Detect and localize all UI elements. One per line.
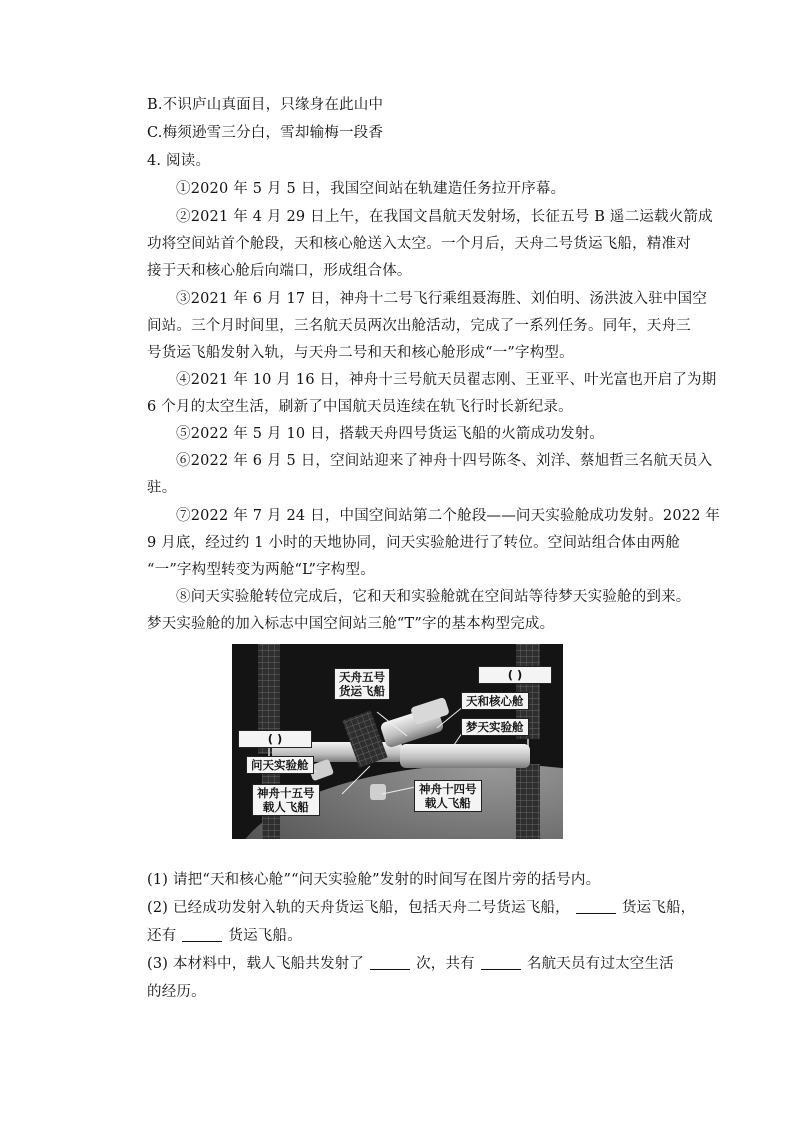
- paragraph-5: ⑤2022 年 5 月 10 日，搭载天舟四号货运飞船的火箭成功发射。: [176, 426, 605, 442]
- option-b: B.不识庐山真面目，只缘身在此山中: [147, 97, 384, 113]
- sub-question-2-text-d: 货运飞船。: [228, 928, 302, 944]
- sub-question-2-text-b: 货运飞船，: [621, 900, 696, 916]
- paragraph-3-line-2: 间站。三个月时间里，三名航天员两次出舱活动，完成了一系列任务。同年，天舟三: [147, 318, 691, 334]
- paragraph-4-line-1: ④2021 年 10 月 16 日，神舟十三号航天员翟志刚、王亚平、叶光富也开启了为期: [176, 372, 717, 388]
- paragraph-7-line-3: “一”字构型转变为两舱“L”字构型。: [147, 562, 375, 578]
- label-blank-bracket-right: ( ): [478, 666, 552, 684]
- paragraph-2-line-3: 接于天和核心舱后向端口，形成组合体。: [147, 263, 412, 279]
- sub-question-2-line-1: [147, 898, 794, 918]
- paragraph-6-line-2: 驻。: [147, 480, 177, 496]
- answer-blank-2a[interactable]: [576, 899, 616, 914]
- label-tianzhou5-line-1: 天舟五号: [339, 670, 385, 684]
- question-heading: 4. 阅读。: [147, 153, 211, 169]
- label-tianzhou5: [334, 668, 390, 700]
- sub-question-2-text-c: 还有: [147, 928, 177, 944]
- label-shenzhou15-line-2: 载人飞船: [262, 800, 309, 814]
- sub-question-2-text-a: (2) 已经成功发射入轨的天舟货运飞船，包括天舟二号货运飞船，: [147, 900, 570, 916]
- paragraph-7-line-1: ⑦2022 年 7 月 24 日，中国空间站第二个舱段——问天实验舱成功发射。2022 年: [176, 508, 721, 524]
- sub-question-3-line-2: 的经历。: [147, 984, 206, 1000]
- paragraph-8-line-1: ⑧问天实验舱转位完成后，它和天和实验舱就在空间站等待梦天实验舱的到来。: [176, 589, 691, 605]
- sub-question-3-text-c: 名航天员有过太空生活: [526, 956, 674, 972]
- paragraph-7-line-2: 9 月底，经过约 1 小时的天地协同，问天实验舱进行了转位。空间站组合体由两舱: [147, 535, 681, 551]
- paragraph-3-line-1: ③2021 年 6 月 17 日，神舟十二号飞行乘组聂海胜、刘伯明、汤洪波入驻中国空: [176, 291, 708, 307]
- label-shenzhou14: [414, 780, 482, 812]
- label-shenzhou15-line-1: 神舟十五号: [257, 786, 315, 800]
- sub-question-1: (1) 请把“天和核心舱”“问天实验舱”发射的时间写在图片旁的括号内。: [147, 872, 601, 888]
- paragraph-2-line-2: 功将空间站首个舱段，天和核心舱送入太空。一个月后，天舟二号货运飞船，精准对: [147, 236, 691, 252]
- answer-blank-3b[interactable]: [481, 955, 521, 970]
- sub-question-2-line-2: [147, 926, 794, 946]
- label-blank-bracket-left: ( ): [238, 730, 312, 748]
- label-tianhe: 天和核心舱: [461, 692, 529, 710]
- answer-blank-3a[interactable]: [370, 955, 410, 970]
- space-station-figure: [232, 644, 563, 839]
- label-wentian: 问天实验舱: [246, 756, 314, 774]
- sub-question-3-line-1: [147, 954, 794, 974]
- paragraph-1: ①2020 年 5 月 5 日，我国空间站在轨建造任务拉开序幕。: [176, 181, 566, 197]
- paragraph-8-line-2: 梦天实验舱的加入标志中国空间站三舱“T”字的基本构型完成。: [147, 616, 555, 632]
- option-c: C.梅须逊雪三分白，雪却输梅一段香: [147, 125, 384, 141]
- sub-question-3-text-a: (3) 本材料中，载人飞船共发射了: [147, 956, 365, 972]
- label-mengtian: 梦天实验舱: [461, 718, 529, 736]
- sub-question-3-text-b: 次，共有: [416, 956, 475, 972]
- paragraph-3-line-3: 号货运飞船发射入轨，与天舟二号和天和核心舱形成“一”字构型。: [147, 345, 574, 361]
- answer-blank-2b[interactable]: [182, 927, 222, 942]
- label-shenzhou15: [252, 784, 320, 816]
- label-tianzhou5-line-2: 货运飞船: [339, 684, 385, 698]
- label-shenzhou14-line-1: 神舟十四号: [419, 782, 477, 796]
- paragraph-4-line-2: 6 个月的太空生活，刷新了中国航天员连续在轨飞行时长新纪录。: [147, 399, 573, 415]
- label-shenzhou14-line-2: 载人飞船: [424, 796, 471, 810]
- paragraph-2-line-1: ②2021 年 4 月 29 日上午，在我国文昌航天发射场，长征五号 B 遥二运载火箭成: [176, 209, 713, 225]
- paragraph-6-line-1: ⑥2022 年 6 月 5 日，空间站迎来了神舟十四号陈冬、刘洋、蔡旭哲三名航天员入: [176, 453, 713, 469]
